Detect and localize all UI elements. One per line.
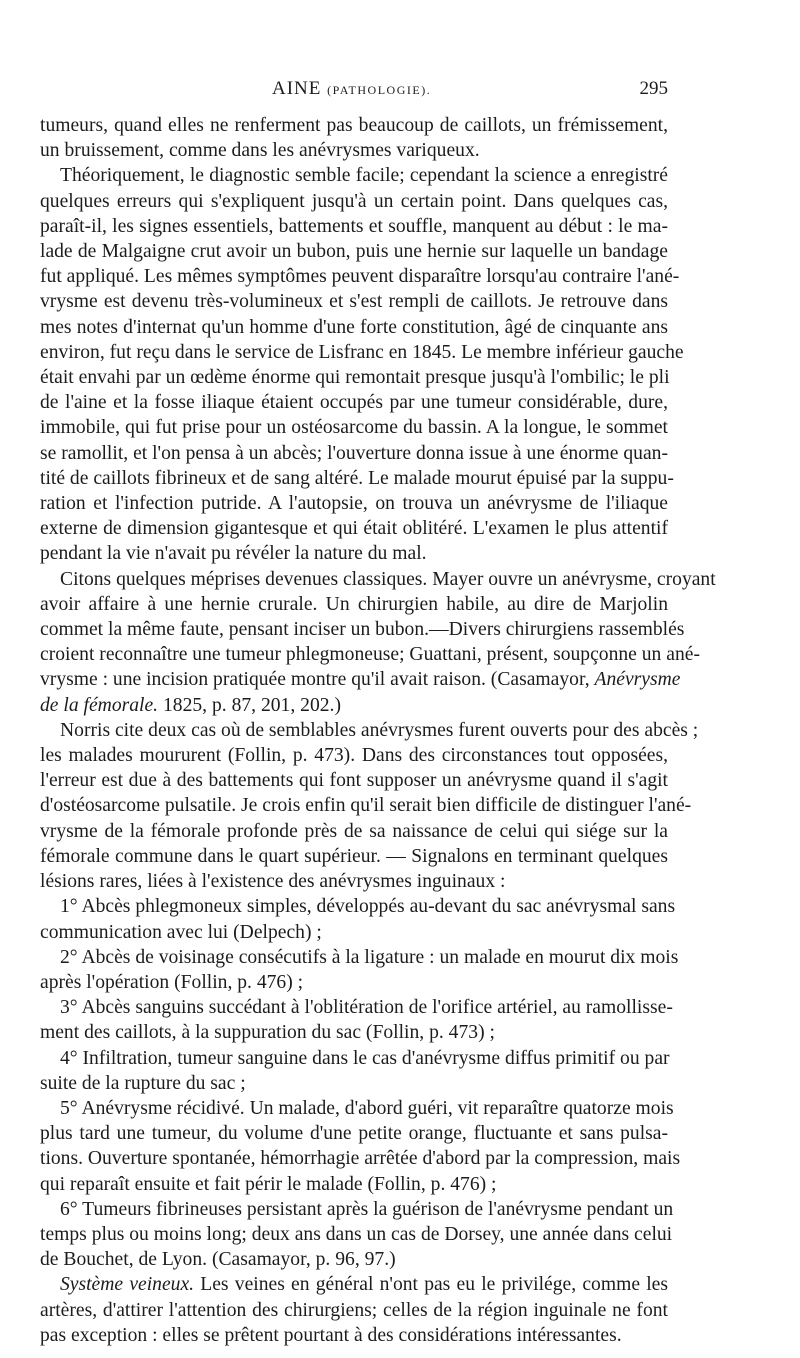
text-line-segment: Les veines en général n'ont pas eu le privilége, comme les <box>194 1274 668 1296</box>
text-line: commet la même faute, pensant inciser un bubon.—Divers chirurgiens rassemblés <box>40 619 685 641</box>
list-item: 1° Abcès phlegmoneux simples, développés au-devant du sac anévrysmal sans <box>60 896 676 918</box>
text-line: pas exception : elles se prêtent pourtant à des considérations intéressantes. <box>40 1324 622 1346</box>
list-item: 3° Abcès sanguins succédant à l'oblitération de l'orifice artériel, au ramollisse- <box>60 997 673 1019</box>
page-header <box>40 78 668 106</box>
text-line: mes notes d'internat qu'un homme d'une forte constitution, âgé de cinquante ans <box>40 316 668 338</box>
text-line: externe de dimension gigantesque et qui était oblitéré. L'examen le plus attentif <box>40 518 668 540</box>
running-title-subtitle: (PATHOLOGIE). <box>327 83 432 97</box>
text-line: était envahi par un œdème énorme qui remontait presque jusqu'à l'ombilic; le pli <box>40 367 670 389</box>
text-line: temps plus ou moins long; deux ans dans un cas de Dorsey, une année dans celui <box>40 1223 673 1245</box>
text-line: ment des caillots, à la suppuration du sac (Follin, p. 473) ; <box>40 1022 495 1044</box>
list-item: 4° Infiltration, tumeur sanguine dans le cas d'anévrysme diffus primitif ou par <box>60 1047 670 1069</box>
body-text <box>40 113 716 1348</box>
list-item: 6° Tumeurs fibrineuses persistant après la guérison de l'anévrysme pendant un <box>60 1198 674 1220</box>
text-line: environ, fut reçu dans le service de Lisfranc en 1845. Le membre inférieur gauche <box>40 341 684 363</box>
text-line: vrysme est devenu très-volumineux et s'est rempli de caillots. Je retrouve dans <box>40 291 668 313</box>
text-line <box>40 667 681 692</box>
text-line: pendant la vie n'avait pu révéler la nature du mal. <box>40 543 427 565</box>
citation-title: de la fémorale. <box>40 694 159 716</box>
text-line: croient reconnaître une tumeur phlegmoneuse; Guattani, présent, soupçonne un ané- <box>40 644 700 666</box>
list-item: 5° Anévrysme récidivé. Un malade, d'abord guéri, vit reparaître quatorze mois <box>60 1097 674 1119</box>
text-line: tions. Ouverture spontanée, hémorrhagie arrêtée d'abord par la compression, mais <box>40 1148 681 1170</box>
text-line: lésions rares, liées à l'existence des anévrysmes inguinaux : <box>40 871 506 893</box>
text-line: Citons quelques méprises devenues classiques. Mayer ouvre un anévrysme, croyant <box>60 568 716 590</box>
text-line: vrysme de la fémorale profonde près de sa naissance de celui qui siége sur la <box>40 820 668 842</box>
text-line: de l'aine et la fosse iliaque étaient occupés par une tumeur considérable, dure, <box>40 392 668 414</box>
text-line: tumeurs, quand elles ne renferment pas beaucoup de caillots, un frémissement, <box>40 115 668 136</box>
text-line: de Bouchet, de Lyon. (Casamayor, p. 96, 97.) <box>40 1249 396 1271</box>
list-item: 2° Abcès de voisinage consécutifs à la ligature : un malade en mourut dix mois <box>60 946 679 968</box>
text-line: tité de caillots fibrineux et de sang altéré. Le malade mourut épuisé par la suppu- <box>40 467 674 489</box>
running-title <box>272 78 431 100</box>
text-line-segment: vrysme : une incision pratiquée montre qu'il avait raison. (Casamayor, <box>40 669 595 691</box>
text-line: lade de Malgaigne crut avoir un bubon, puis une hernie sur laquelle un bandage <box>40 241 668 263</box>
text-line: Théoriquement, le diagnostic semble facile; cependant la science a enregistré <box>60 165 668 187</box>
citation-title: Anévrysme <box>594 669 681 691</box>
text-line: suite de la rupture du sac ; <box>40 1072 246 1094</box>
text-line-segment: 1825, p. 87, 201, 202.) <box>158 694 341 716</box>
text-line: l'erreur est due à des battements qui font supposer un anévrysme quand il s'agit <box>40 770 668 792</box>
section-heading: Système veineux. <box>60 1274 195 1296</box>
text-line: ration et l'infection putride. A l'autopsie, on trouva un anévrysme de l'iliaque <box>40 493 668 515</box>
text-line: communication avec lui (Delpech) ; <box>40 921 322 943</box>
text-line <box>40 693 668 718</box>
text-line: avoir affaire à une hernie crurale. Un chirurgien habile, au dire de Marjolin <box>40 593 668 615</box>
text-line: paraît-il, les signes essentiels, battements et souffle, manquent au début : le ma- <box>40 215 668 237</box>
text-line: se ramollit, et l'on pensa à un abcès; l'ouverture donna issue à une énorme quan- <box>40 442 668 464</box>
text-line: plus tard une tumeur, du volume d'une petite orange, fluctuante et sans pulsa- <box>40 1123 668 1145</box>
text-line <box>40 1272 668 1297</box>
text-line: Norris cite deux cas où de semblables anévrysmes furent ouverts pour des abcès ; <box>60 719 699 741</box>
text-line: d'ostéosarcome pulsatile. Je crois enfin qu'il serait bien difficile de distinguer l'ané- <box>40 795 692 817</box>
text-line: fémorale commune dans le quart supérieur. — Signalons en terminant quelques <box>40 845 668 867</box>
text-line: immobile, qui fut prise pour un ostéosarcome du bassin. A la longue, le sommet <box>40 417 668 439</box>
text-line: qui reparaît ensuite et fait périr le malade (Follin, p. 476) ; <box>40 1173 497 1195</box>
running-title-main: AINE <box>272 78 322 99</box>
text-line: un bruissement, comme dans les anévrysmes variqueux. <box>40 140 480 162</box>
page-number: 295 <box>639 78 668 99</box>
text-line: fut appliqué. Les mêmes symptômes peuvent disparaître lorsqu'au contraire l'ané- <box>40 266 680 288</box>
text-line: quelques erreurs qui s'expliquent jusqu'à un certain point. Dans quelques cas, <box>40 190 668 212</box>
text-line: les malades moururent (Follin, p. 473). Dans des circonstances tout opposées, <box>40 745 668 767</box>
text-line: après l'opération (Follin, p. 476) ; <box>40 971 304 993</box>
text-line: artères, d'attirer l'attention des chirurgiens; celles de la région inguinale ne font <box>40 1299 668 1321</box>
